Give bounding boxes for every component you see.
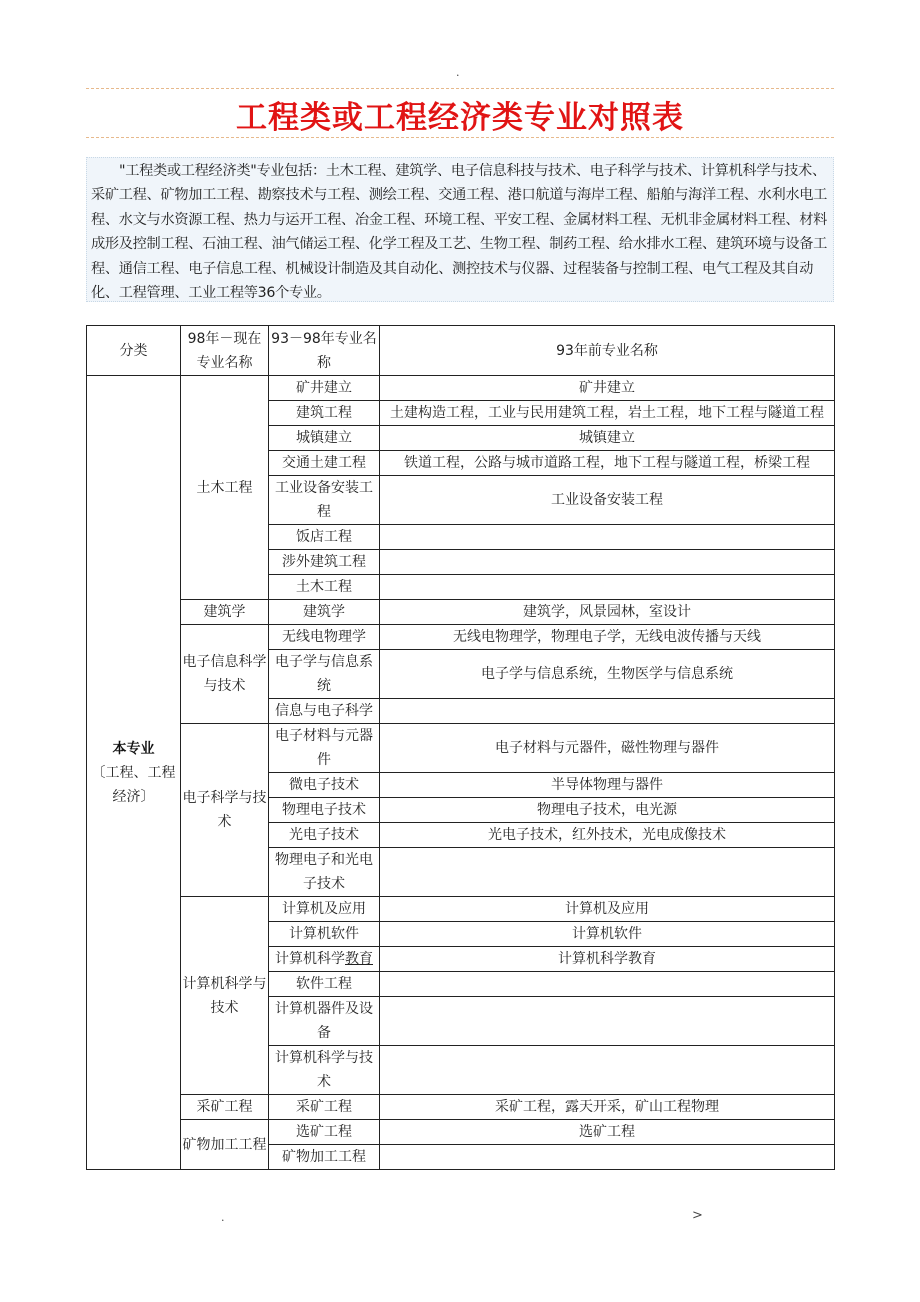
old-name-cell: 土建构造工程，工业与民用建筑工程，岩土工程，地下工程与隧道工程	[380, 401, 835, 426]
table-row	[87, 376, 835, 401]
old-name-cell: 工业设备安装工程	[380, 476, 835, 525]
old-name-cell	[380, 1046, 835, 1095]
mid-name-cell: 信息与电子科学	[269, 699, 380, 724]
intro-paragraph: "工程类或工程经济类"专业包括：土木工程、建筑学、电子信息科技与技术、电子科学与技术、计算机科学与技术、采矿工程、矿物加工工程、勘察技术与工程、测绘工程、交通工程、港口航道与海岸工程、船舶与海洋工程、水利水电工程、水文与水资源工程、热力与运开工程、冶金工程、环境工程、平安工程、金属材料工程、无机非金属材料工程、材料成形及控制工程、石油工程、油气储运工程、化学工程及工艺、生物工程、制药工程、给水排水工程、建筑环境与设备工程、通信工程、电子信息工程、机械设计制造及其自动化、测控技术与仪器、过程装备与控制工程、电气工程及其自动化、工程管理、工业工程等36个专业。	[86, 157, 834, 302]
old-name-cell: 计算机及应用	[380, 897, 835, 922]
old-name-cell: 光电子技术，红外技术，光电成像技术	[380, 823, 835, 848]
mid-name-cell: 建筑工程	[269, 401, 380, 426]
mid-name-cell: 电子学与信息系统	[269, 650, 380, 699]
old-name-cell: 城镇建立	[380, 426, 835, 451]
header-mid-name: 93－98年专业名称	[269, 326, 380, 376]
mid-name-underlined-part: 教育	[345, 951, 373, 967]
table-row	[87, 897, 835, 922]
old-name-cell: 物理电子技术，电光源	[380, 798, 835, 823]
group-mining: 采矿工程	[181, 1095, 269, 1120]
old-name-cell: 电子学与信息系统，生物医学与信息系统	[380, 650, 835, 699]
major-mapping-table	[86, 325, 835, 1170]
mid-name-cell: 城镇建立	[269, 426, 380, 451]
mid-name-cell: 光电子技术	[269, 823, 380, 848]
old-name-cell: 电子材料与元器件，磁性物理与器件	[380, 724, 835, 773]
old-name-cell: 选矿工程	[380, 1120, 835, 1145]
mid-name-cell: 饭店工程	[269, 525, 380, 550]
footer-dot: .	[221, 1211, 225, 1224]
table-row	[87, 600, 835, 625]
mid-name-cell: 采矿工程	[269, 1095, 380, 1120]
table-row	[87, 1095, 835, 1120]
old-name-cell	[380, 1145, 835, 1170]
old-name-cell	[380, 525, 835, 550]
old-name-cell: 铁道工程，公路与城市道路工程，地下工程与隧道工程，桥梁工程	[380, 451, 835, 476]
mid-name-cell: 矿井建立	[269, 376, 380, 401]
mid-name-cell: 计算机科学与技术	[269, 1046, 380, 1095]
mid-name-cell: 计算机及应用	[269, 897, 380, 922]
footer-mark: >	[692, 1208, 703, 1223]
page-title: 工程类或工程经济类专业对照表	[236, 100, 684, 136]
mid-name-cell: 软件工程	[269, 972, 380, 997]
mid-name-cell: 矿物加工工程	[269, 1145, 380, 1170]
old-name-cell	[380, 550, 835, 575]
group-mineral-processing: 矿物加工工程	[181, 1120, 269, 1170]
old-name-cell: 计算机软件	[380, 922, 835, 947]
title-top-rule	[86, 88, 834, 89]
group-computer-science: 计算机科学与技术	[181, 897, 269, 1095]
table-row	[87, 1120, 835, 1145]
old-name-cell	[380, 699, 835, 724]
old-name-cell	[380, 972, 835, 997]
old-name-cell: 半导体物理与器件	[380, 773, 835, 798]
group-electronic-science: 电子科学与技术	[181, 724, 269, 897]
old-name-cell: 建筑学，风景园林，室设计	[380, 600, 835, 625]
old-name-cell: 采矿工程，露天开采，矿山工程物理	[380, 1095, 835, 1120]
mid-name-cell: 建筑学	[269, 600, 380, 625]
header-current-name: 98年－现在专业名称	[181, 326, 269, 376]
mid-name-cell: 无线电物理学	[269, 625, 380, 650]
old-name-cell: 计算机科学教育	[380, 947, 835, 972]
category-title: 本专业	[112, 740, 155, 757]
old-name-cell	[380, 848, 835, 897]
mid-name-cell: 电子材料与元器件	[269, 724, 380, 773]
group-architecture: 建筑学	[181, 600, 269, 625]
category-cell	[87, 376, 181, 1170]
mid-name-cell: 计算机器件及设备	[269, 997, 380, 1046]
group-electronic-info: 电子信息科学与技术	[181, 625, 269, 724]
table-row	[87, 625, 835, 650]
mid-name-cell: 涉外建筑工程	[269, 550, 380, 575]
old-name-cell	[380, 575, 835, 600]
mid-name-cell: 交通土建工程	[269, 451, 380, 476]
header-category: 分类	[87, 326, 181, 376]
header-old-name: 93年前专业名称	[380, 326, 835, 376]
category-subtitle: 〔工程、工程经济〕	[91, 764, 176, 805]
title-bottom-rule	[86, 137, 834, 138]
mid-name-cell: 工业设备安装工程	[269, 476, 380, 525]
mid-name-cell: 计算机软件	[269, 922, 380, 947]
mid-name-cell: 选矿工程	[269, 1120, 380, 1145]
mid-name-cell: 物理电子技术	[269, 798, 380, 823]
header-dot: .	[456, 66, 460, 79]
mid-name-cell: 微电子技术	[269, 773, 380, 798]
old-name-cell: 矿井建立	[380, 376, 835, 401]
mid-name-cell: 物理电子和光电子技术	[269, 848, 380, 897]
mid-name-cell: 土木工程	[269, 575, 380, 600]
old-name-cell: 无线电物理学，物理电子学，无线电波传播与天线	[380, 625, 835, 650]
old-name-cell	[380, 997, 835, 1046]
table-header-row	[87, 326, 835, 376]
mid-name-part: 计算机科学	[275, 951, 345, 967]
mid-name-cell	[269, 947, 380, 972]
group-civil: 土木工程	[181, 376, 269, 600]
